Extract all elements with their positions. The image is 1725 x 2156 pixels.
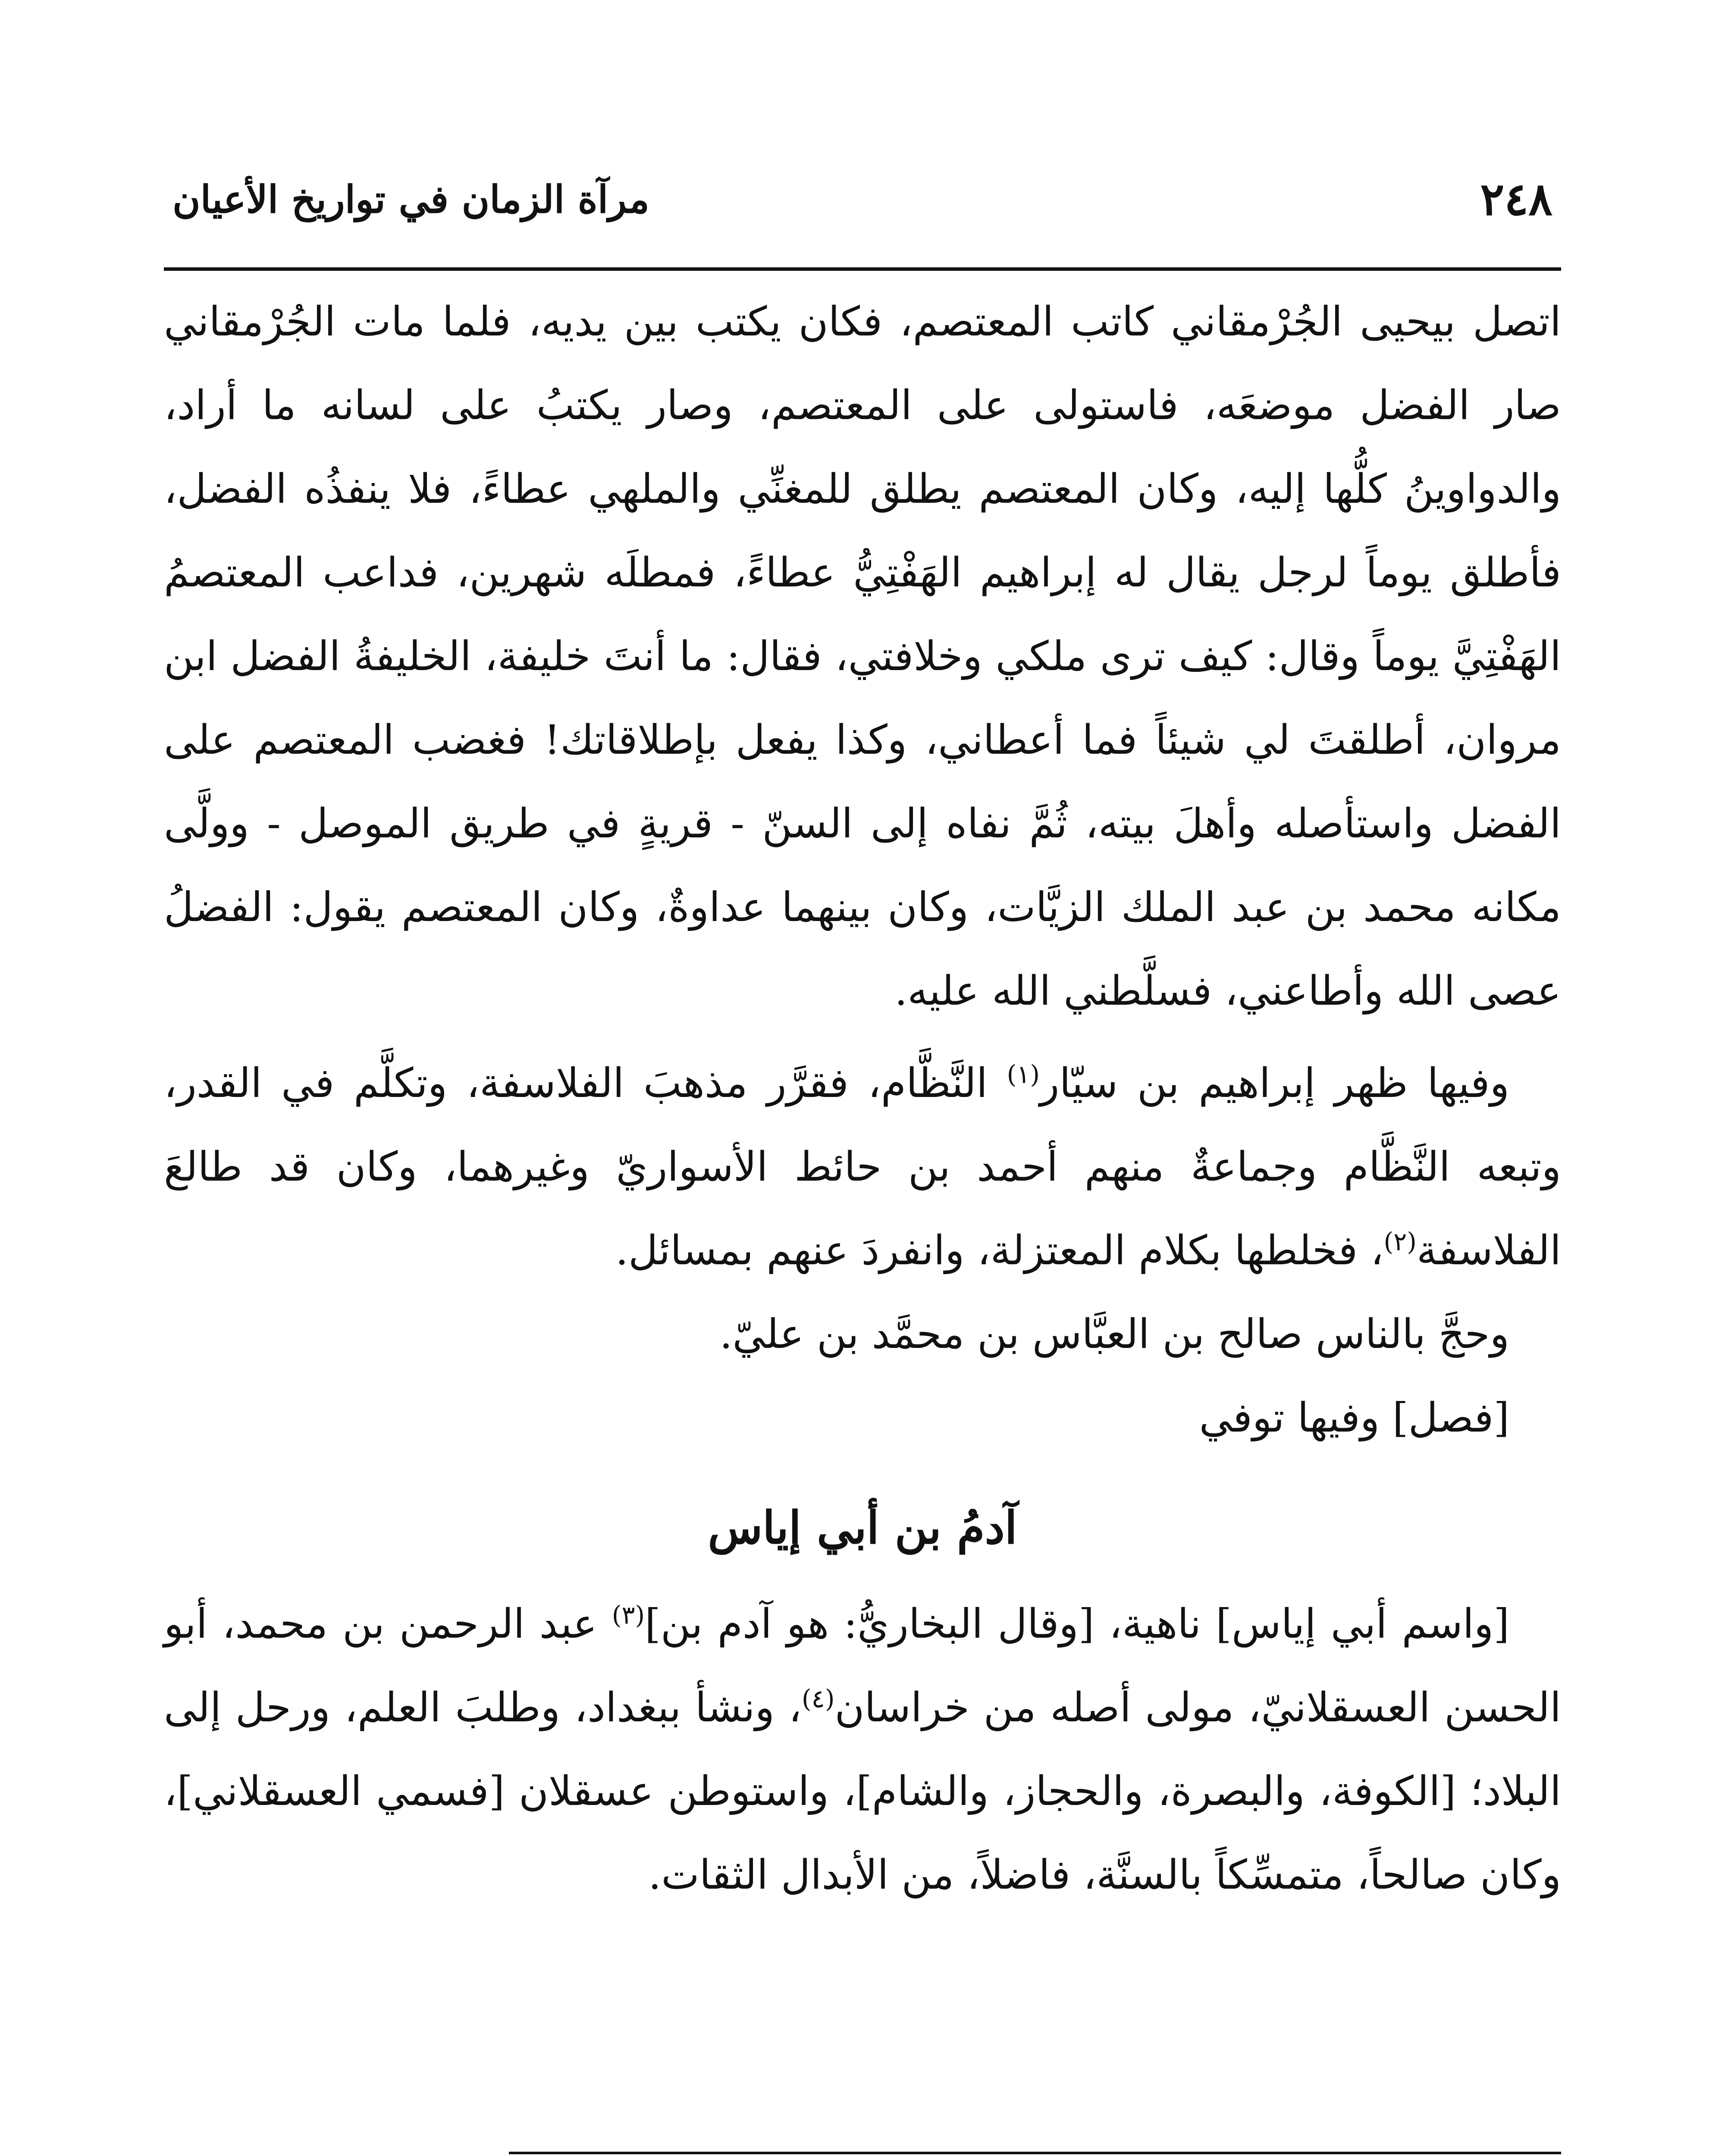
main-text	[164, 280, 1561, 1917]
running-title: مرآة الزمان في تواريخ الأعيان	[172, 177, 649, 222]
footnote-ref-3[interactable]: (٣)	[612, 1600, 645, 1630]
paragraph-5-text-c: ، ونشأ ببغداد، وطلبَ العلم، ورحل إلى البلاد؛ [الكوفة، والبصرة، والحجاز، والشام]، واستوطن عسقلان [فسمي العسقلاني]، وكان صالحاً، متمسِّكاً بالسنَّة، فاضلاً، من الأبدال الثقات.	[164, 1684, 1561, 1899]
footnote-divider	[509, 2152, 1561, 2154]
paragraph-4: [فصل] وفيها توفي	[1199, 1395, 1509, 1442]
paragraph-1: اتصل بيحيى الجُرْمقاني كاتب المعتصم، فكان يكتب بين يديه، فلما مات الجُرْمقاني صار الفضل موضعَه، فاستولى على المعتصم، وصار يكتبُ على لسانه ما أراد، والدواوينُ كلُّها إليه، وكان المعتصم يطلق للمغنِّي والملهي عطاءً، فلا ينفذُه الفضل، فأطلق يوماً لرجل يقال له إبراهيم الهَفْتِيُّ عطاءً، فمطلَه شهرين، فداعب المعتصمُ الهَفْتِيَّ يوماً وقال: كيف ترى ملكي وخلافتي، فقال: ما أنتَ خليفة، الخليفةُ الفضل ابن مروان، أطلقتَ لي شيئاً فما أعطاني، وكذا يفعل بإطلاقاتك! فغضب المعتصم على الفضل واستأصله وأهلَ بيته، ثُمَّ نفاه إلى السنّ - قريةٍ في طريق الموصل - وولَّى مكانه محمد بن عبد الملك الزيَّات، وكان بينهما عداوةٌ، وكان المعتصم يقول: الفضلُ عصى الله وأطاعني، فسلَّطني الله عليه.	[164, 298, 1561, 1015]
page-header	[164, 155, 1561, 271]
footnote-ref-4[interactable]: (٤)	[802, 1684, 835, 1714]
paragraph-5	[164, 1583, 1561, 1917]
paragraph-3: وحجَّ بالناس صالح بن العبَّاس بن محمَّد بن عليّ.	[719, 1311, 1509, 1358]
section-heading: آدمُ بن أبي إياس	[708, 1501, 1017, 1554]
footnote-ref-2[interactable]: (٢)	[1383, 1227, 1417, 1257]
paragraph-2-text-c: ، فخلطها بكلام المعتزلة، وانفردَ عنهم بمسائل.	[615, 1227, 1384, 1274]
paragraph-2	[164, 1042, 1561, 1293]
paragraph-2-text-b: النَّظَّام، فقرَّر مذهبَ الفلاسفة، وتكلَّم في القدر، وتبعه النَّظَّام وجماعةٌ منهم أحمد بن حائط الأسواريّ وغيرهما، وكان قد طالعَ الفلاسفة	[164, 1060, 1561, 1274]
paragraph-5-text-b: عبد الرحمن بن محمد، أبو الحسن العسقلانيّ، مولى أصله من خراسان	[164, 1601, 1561, 1731]
page-number: ٢٤٨	[1480, 172, 1552, 226]
footnote-ref-1[interactable]: (١)	[1007, 1059, 1040, 1089]
paragraph-5-text-a: [واسم أبي إياس] ناهية، [وقال البخاريُّ: هو آدم بن]	[645, 1601, 1509, 1648]
paragraph-2-text-a: وفيها ظهر إبراهيم بن سيّار	[1040, 1060, 1509, 1107]
